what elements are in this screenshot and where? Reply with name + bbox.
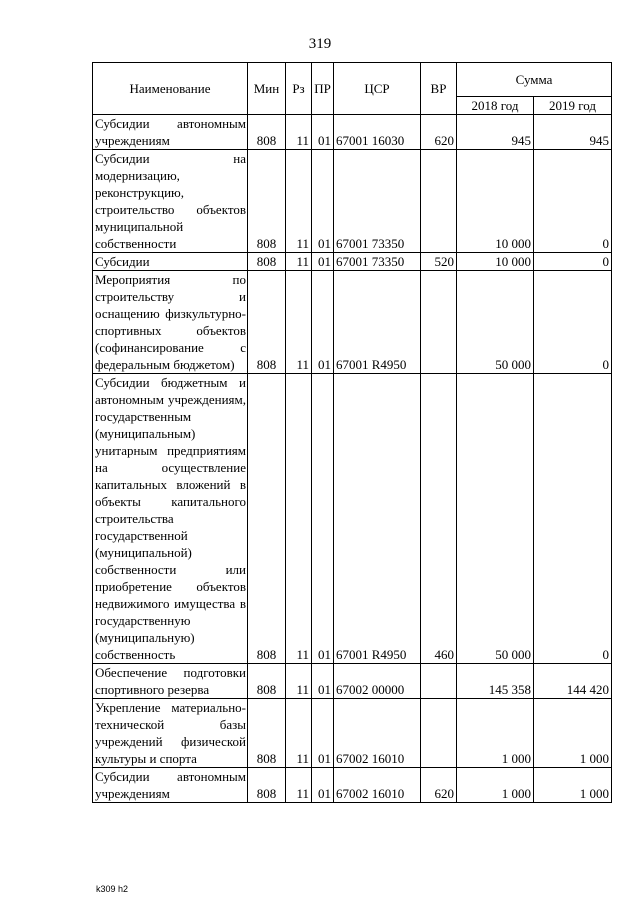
row-name: Субсидии бюджетным и автономным учреждениям, государственным (муниципальным) унитарным предприятиям на осуществление капитальных вложений в объекты капитального строительства государственной (муниципальной) собственности или приобретение объектов недвижимого имущества в государственную (муниципальную) собственность (93, 374, 248, 664)
row-csr: 67001 R4950 (334, 271, 421, 374)
row-rz: 11 (286, 664, 312, 699)
header-sum: Сумма (457, 63, 612, 97)
header-rz: Рз (286, 63, 312, 115)
row-min: 808 (248, 374, 286, 664)
row-vr: 620 (421, 768, 457, 803)
row-name: Субсидии на модернизацию, реконструкцию, строительство объектов муниципальной собственности (93, 150, 248, 253)
header-name: Наименование (93, 63, 248, 115)
row-pr: 01 (312, 768, 334, 803)
header-min: Мин (248, 63, 286, 115)
table-row (93, 253, 612, 271)
row-rz: 11 (286, 271, 312, 374)
row-2018: 10 000 (457, 150, 534, 253)
row-vr (421, 271, 457, 374)
table-row (93, 664, 612, 699)
row-pr: 01 (312, 150, 334, 253)
page-number: 319 (308, 36, 332, 52)
row-2018: 945 (457, 115, 534, 150)
row-2018: 145 358 (457, 664, 534, 699)
row-2019: 1 000 (534, 768, 612, 803)
table-row (93, 768, 612, 803)
row-rz: 11 (286, 253, 312, 271)
table-row (93, 115, 612, 150)
table-row (93, 271, 612, 374)
row-csr: 67002 00000 (334, 664, 421, 699)
row-rz: 11 (286, 374, 312, 664)
row-2019: 144 420 (534, 664, 612, 699)
row-2018: 1 000 (457, 699, 534, 768)
row-min: 808 (248, 150, 286, 253)
row-min: 808 (248, 768, 286, 803)
row-2018: 10 000 (457, 253, 534, 271)
row-min: 808 (248, 699, 286, 768)
header-csr: ЦСР (334, 63, 421, 115)
header-2018: 2018 год (457, 97, 534, 115)
row-2018: 1 000 (457, 768, 534, 803)
row-min: 808 (248, 271, 286, 374)
row-pr: 01 (312, 374, 334, 664)
row-csr: 67001 73350 (334, 253, 421, 271)
header-2019: 2019 год (534, 97, 612, 115)
row-min: 808 (248, 664, 286, 699)
row-csr: 67002 16010 (334, 699, 421, 768)
row-min: 808 (248, 115, 286, 150)
row-csr: 67002 16010 (334, 768, 421, 803)
row-name: Укрепление материально-технической базы учреждений физической культуры и спорта (93, 699, 248, 768)
row-pr: 01 (312, 271, 334, 374)
row-vr: 460 (421, 374, 457, 664)
header-pr: ПР (312, 63, 334, 115)
row-vr (421, 664, 457, 699)
row-rz: 11 (286, 768, 312, 803)
row-name: Субсидии автономным учреждениям (93, 768, 248, 803)
row-2018: 50 000 (457, 271, 534, 374)
row-csr: 67001 R4950 (334, 374, 421, 664)
row-vr (421, 699, 457, 768)
row-2019: 1 000 (534, 699, 612, 768)
row-min: 808 (248, 253, 286, 271)
footer-code: k309 h2 (96, 884, 129, 894)
row-2019: 0 (534, 150, 612, 253)
row-vr: 520 (421, 253, 457, 271)
row-pr: 01 (312, 699, 334, 768)
row-rz: 11 (286, 150, 312, 253)
row-2019: 0 (534, 271, 612, 374)
row-vr (421, 150, 457, 253)
row-vr: 620 (421, 115, 457, 150)
row-name: Мероприятия по строительству и оснащению физкультурно-спортивных объектов (софинансирование с федеральным бюджетом) (93, 271, 248, 374)
row-rz: 11 (286, 699, 312, 768)
header-vr: ВР (421, 63, 457, 115)
row-2019: 0 (534, 374, 612, 664)
row-name: Субсидии (93, 253, 248, 271)
row-pr: 01 (312, 253, 334, 271)
table-row (93, 150, 612, 253)
row-name: Субсидии автономным учреждениям (93, 115, 248, 150)
budget-table (92, 62, 612, 803)
row-pr: 01 (312, 115, 334, 150)
row-2018: 50 000 (457, 374, 534, 664)
row-csr: 67001 73350 (334, 150, 421, 253)
row-rz: 11 (286, 115, 312, 150)
row-2019: 945 (534, 115, 612, 150)
row-2019: 0 (534, 253, 612, 271)
table-row (93, 699, 612, 768)
row-csr: 67001 16030 (334, 115, 421, 150)
row-pr: 01 (312, 664, 334, 699)
row-name: Обеспечение подготовки спортивного резерва (93, 664, 248, 699)
table-row (93, 374, 612, 664)
